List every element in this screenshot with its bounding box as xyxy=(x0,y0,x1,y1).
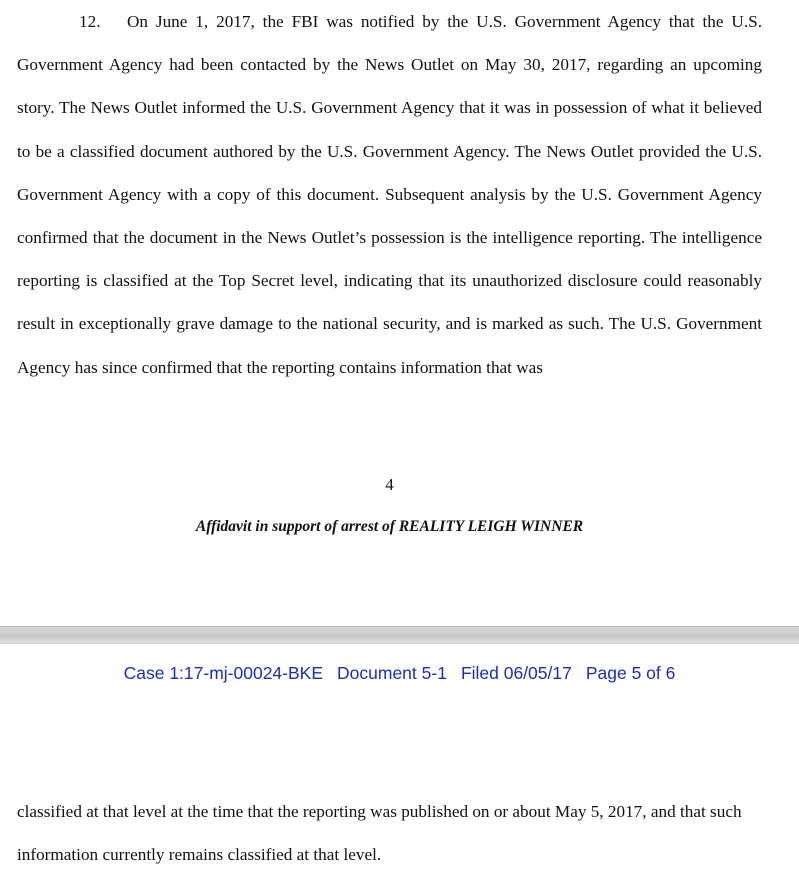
document-page-5 xyxy=(0,644,799,870)
paragraph-continuation: classified at that level at the time that the reporting was published on or about May 5, 2017, and that such information currently remains classified at that level. xyxy=(17,802,742,864)
page-number: 4 xyxy=(385,475,394,494)
page-separator xyxy=(0,626,799,644)
case-number: Case 1:17-mj-00024-BKE xyxy=(123,663,324,683)
affidavit-caption: Affidavit in support of arrest of REALITY LEIGH WINNER xyxy=(195,518,584,535)
document-number: Document 5-1 xyxy=(337,663,447,683)
case-header xyxy=(0,661,799,685)
paragraph-number: 12. xyxy=(79,12,101,31)
paragraph-12-text: On June 1, 2017, the FBI was notified by the U.S. Government Agency that the U.S. Government Agency had been contacted by the News Outlet on May 30, 2017, regarding an upcoming story. The News Outlet informed the U.S. Government Agency that it was in possession of what it believed to be a classified document authored by the U.S. Government Agency. The News Outlet provided the U.S. Government Agency with a copy of this document. Subsequent analysis by the U.S. Government Agency confirmed that the document in the News Outlet’s possession is the intelligence reporting. The intelligence reporting is classified at the Top Secret level, indicating that its unauthorized disclosure could reasonably result in exceptionally grave damage to the national security, and is marked as such. The U.S. Government Agency has since confirmed that the reporting contains information that was xyxy=(17,12,762,377)
paragraph-12 xyxy=(17,0,762,389)
filed-date: Filed 06/05/17 xyxy=(460,663,572,683)
page-count: Page 5 of 6 xyxy=(585,663,676,683)
